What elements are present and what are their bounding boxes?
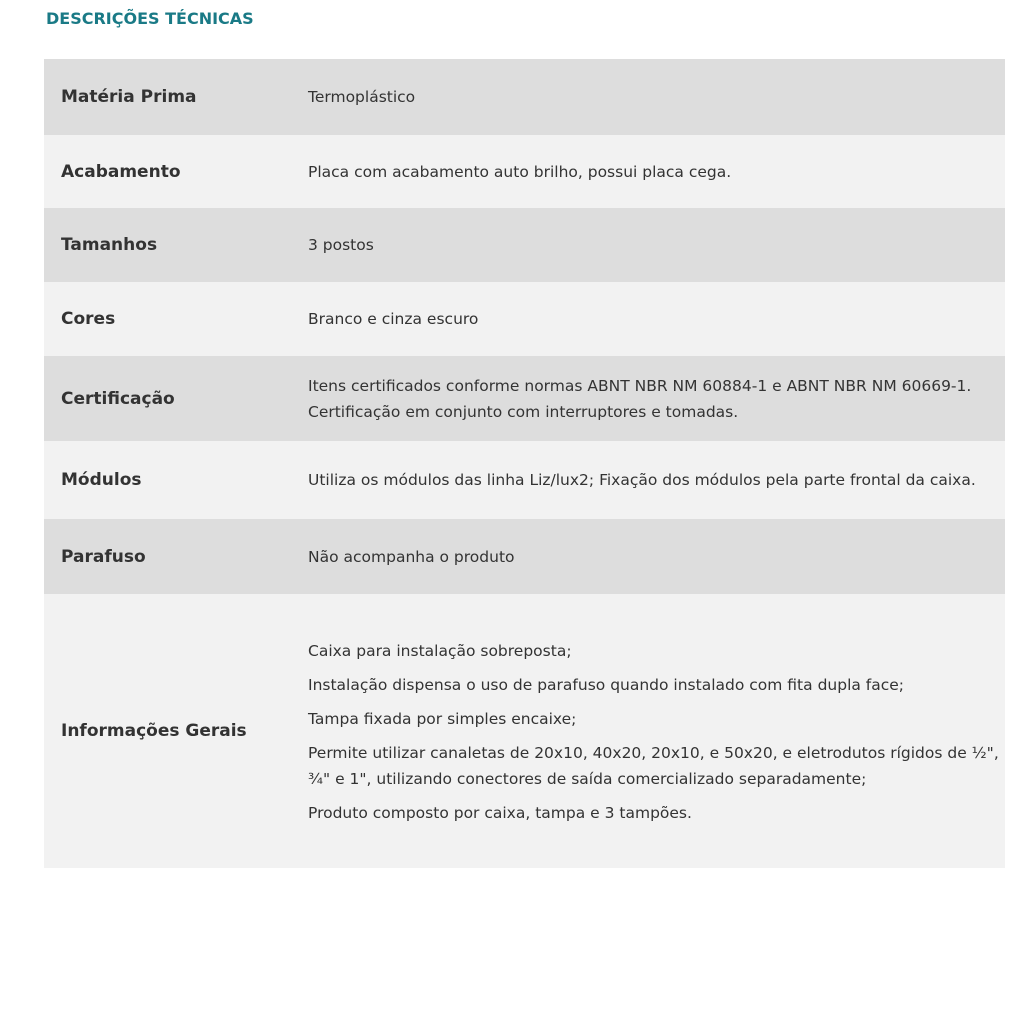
row-value: 3 postos xyxy=(294,208,1005,282)
row-label: Tamanhos xyxy=(44,208,294,282)
table-row xyxy=(44,208,1005,282)
list-item: Caixa para instalação sobreposta; xyxy=(308,642,572,660)
row-label: Certificação xyxy=(44,356,294,441)
list-item: Produto composto por caixa, tampa e 3 tampões. xyxy=(308,804,692,822)
row-value: Branco e cinza escuro xyxy=(294,282,1005,356)
row-label: Informações Gerais xyxy=(44,594,294,868)
row-value: Termoplástico xyxy=(294,59,1005,135)
table-row xyxy=(44,135,1005,208)
list-item: Tampa fixada por simples encaixe; xyxy=(308,710,577,728)
table-row xyxy=(44,59,1005,135)
row-label: Cores xyxy=(44,282,294,356)
row-value: Não acompanha o produto xyxy=(294,519,1005,594)
row-value: Placa com acabamento auto brilho, possui placa cega. xyxy=(294,135,1005,208)
list-item: Permite utilizar canaletas de 20x10, 40x20, 20x10, e 50x20, e eletrodutos rígidos de ½", ¾" e 1", utilizando conectores de saída comercializado separadamente; xyxy=(308,744,999,788)
table-row xyxy=(44,519,1005,594)
row-value-list xyxy=(294,594,1005,868)
table-row xyxy=(44,441,1005,519)
table-row xyxy=(44,282,1005,356)
row-value: Utiliza os módulos das linha Liz/lux2; Fixação dos módulos pela parte frontal da caixa. xyxy=(294,441,1005,519)
technical-specs-table xyxy=(44,59,1005,868)
table-row xyxy=(44,356,1005,441)
row-label: Módulos xyxy=(44,441,294,519)
section-title: DESCRIÇÕES TÉCNICAS xyxy=(46,9,254,28)
table-row xyxy=(44,594,1005,868)
list-item: Instalação dispensa o uso de parafuso quando instalado com fita dupla face; xyxy=(308,676,905,694)
row-label: Matéria Prima xyxy=(44,59,294,135)
row-label: Parafuso xyxy=(44,519,294,594)
row-label: Acabamento xyxy=(44,135,294,208)
row-value: Itens certificados conforme normas ABNT NBR NM 60884-1 e ABNT NBR NM 60669-1. Certificação em conjunto com interruptores e tomadas. xyxy=(294,356,1005,441)
